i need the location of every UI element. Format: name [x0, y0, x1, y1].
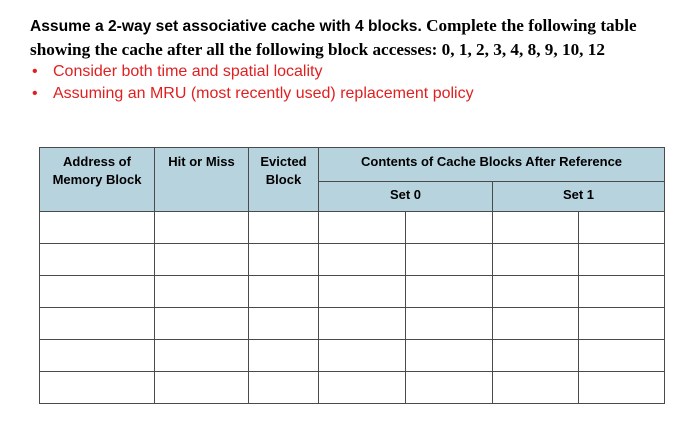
cell-set1-block-a[interactable] — [493, 212, 579, 244]
cell-set1-block-b[interactable] — [579, 244, 665, 276]
cell-set0-block-b[interactable] — [406, 212, 493, 244]
cell-set1-block-b[interactable] — [579, 372, 665, 404]
question-lead: Assume a 2-way set associative cache with 4 blocks. — [30, 18, 422, 35]
cell-set0-block-b[interactable] — [406, 276, 493, 308]
cell-address[interactable] — [40, 276, 155, 308]
cache-table — [39, 147, 665, 404]
cell-set1-block-a[interactable] — [493, 244, 579, 276]
cell-hit-or-miss[interactable] — [155, 372, 249, 404]
cell-set0-block-a[interactable] — [319, 276, 406, 308]
table-row — [40, 212, 665, 244]
cell-hit-or-miss[interactable] — [155, 340, 249, 372]
question-rest: Complete the following table showing the cache after all the following block accesses: 0, 1, 2, 3, 4, 8, 9, 10, 12 — [30, 16, 637, 59]
cell-set0-block-a[interactable] — [319, 244, 406, 276]
header-cache-contents: Contents of Cache Blocks After Reference — [319, 148, 665, 182]
header-evicted-block: Evicted Block — [249, 148, 319, 212]
cell-hit-or-miss[interactable] — [155, 244, 249, 276]
cell-set0-block-a[interactable] — [319, 372, 406, 404]
cell-set0-block-b[interactable] — [406, 340, 493, 372]
header-hit-or-miss: Hit or Miss — [155, 148, 249, 212]
cell-set1-block-b[interactable] — [579, 212, 665, 244]
cell-evicted[interactable] — [249, 372, 319, 404]
cell-address[interactable] — [40, 212, 155, 244]
table-row — [40, 244, 665, 276]
cell-evicted[interactable] — [249, 308, 319, 340]
bullet-list — [30, 61, 474, 105]
cell-address[interactable] — [40, 308, 155, 340]
cell-set0-block-a[interactable] — [319, 340, 406, 372]
cell-hit-or-miss[interactable] — [155, 212, 249, 244]
question-text — [30, 14, 690, 61]
bullet-item — [30, 61, 474, 83]
cell-address[interactable] — [40, 372, 155, 404]
table-body — [40, 212, 665, 404]
bullet-text: Assuming an MRU (most recently used) replacement policy — [53, 85, 474, 102]
cell-set0-block-a[interactable] — [319, 212, 406, 244]
cell-set1-block-b[interactable] — [579, 340, 665, 372]
cell-address[interactable] — [40, 340, 155, 372]
cell-set0-block-b[interactable] — [406, 244, 493, 276]
cell-set1-block-a[interactable] — [493, 372, 579, 404]
cell-set1-block-b[interactable] — [579, 308, 665, 340]
cell-address[interactable] — [40, 244, 155, 276]
bullet-icon: • — [32, 63, 38, 80]
table-header-row — [40, 148, 665, 182]
bullet-icon: • — [32, 85, 38, 102]
cell-set0-block-b[interactable] — [406, 372, 493, 404]
cell-set1-block-a[interactable] — [493, 340, 579, 372]
cell-set1-block-b[interactable] — [579, 276, 665, 308]
table-row — [40, 340, 665, 372]
header-address: Address of Memory Block — [40, 148, 155, 212]
cell-set0-block-b[interactable] — [406, 308, 493, 340]
cell-set0-block-a[interactable] — [319, 308, 406, 340]
header-set-0: Set 0 — [319, 182, 493, 212]
cell-hit-or-miss[interactable] — [155, 276, 249, 308]
cell-hit-or-miss[interactable] — [155, 308, 249, 340]
cell-evicted[interactable] — [249, 276, 319, 308]
cell-evicted[interactable] — [249, 244, 319, 276]
cell-evicted[interactable] — [249, 212, 319, 244]
header-set-1: Set 1 — [493, 182, 665, 212]
bullet-item — [30, 83, 474, 105]
table-row — [40, 276, 665, 308]
bullet-text: Consider both time and spatial locality — [53, 63, 323, 80]
table-row — [40, 372, 665, 404]
cell-set1-block-a[interactable] — [493, 276, 579, 308]
table-row — [40, 308, 665, 340]
cell-evicted[interactable] — [249, 340, 319, 372]
cell-set1-block-a[interactable] — [493, 308, 579, 340]
